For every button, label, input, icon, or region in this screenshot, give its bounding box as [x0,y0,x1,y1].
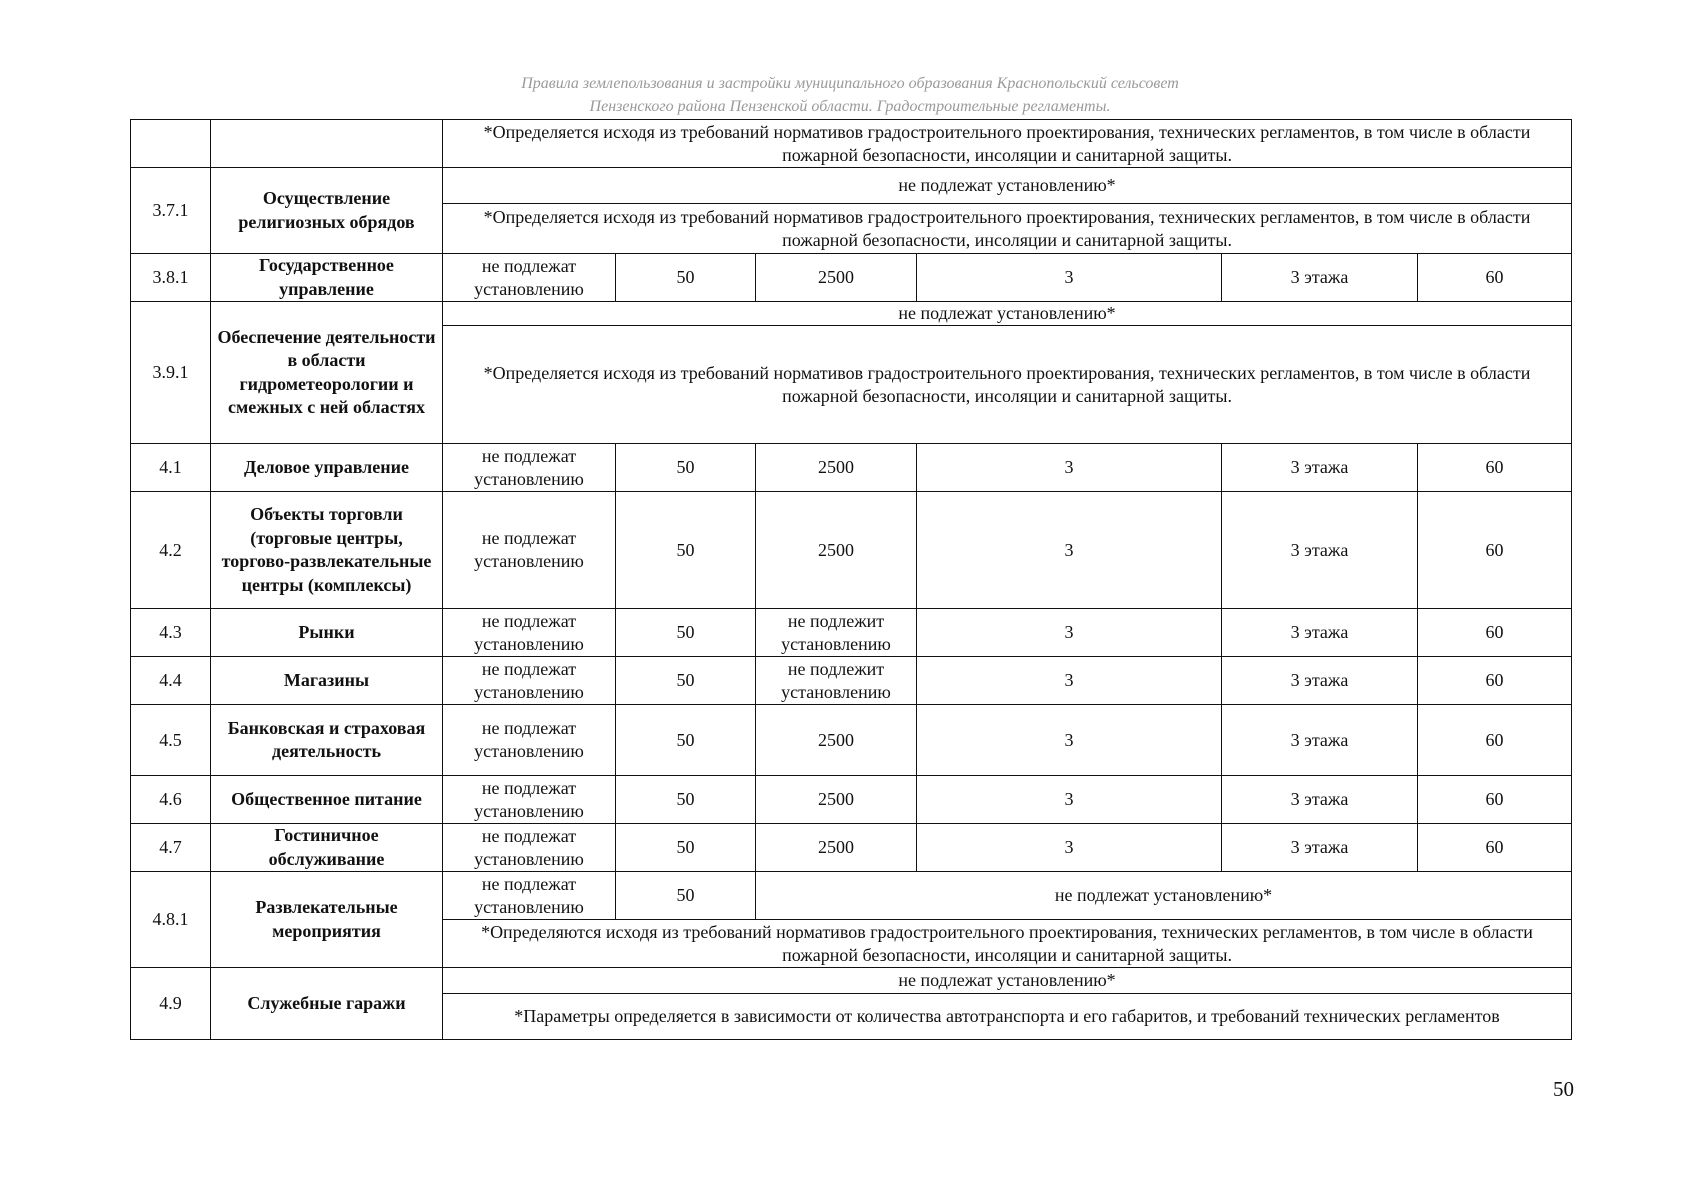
cell-name: Развлекательные мероприятия [211,872,443,968]
cell-value: 3 [917,254,1222,302]
cell-empty [211,120,443,168]
cell-value: не подлежат установлению [443,776,616,824]
cell-value: 3 [917,705,1222,776]
cell-value: 60 [1418,657,1572,705]
cell-name: Служебные гаражи [211,968,443,1040]
cell-name: Магазины [211,657,443,705]
cell-value: 3 [917,609,1222,657]
running-header [130,72,1570,118]
cell-value: 50 [616,872,756,920]
cell-value: 3 этажа [1222,705,1418,776]
cell-name: Обеспечение деятельности в области гидрометеорологии и смежных с ней областях [211,302,443,444]
note-cell: *Определяется исходя из требований нормативов градостроительного проектирования, технических регламентов, в том числе в области пожарной безопасности, инсоляции и санитарной защиты. [443,120,1572,168]
cell-value: не подлежат установлению [443,254,616,302]
cell-value: 3 этажа [1222,609,1418,657]
cell-value: не подлежит установлению [756,657,917,705]
table-row [131,168,1572,204]
cell-value: не подлежат установлению [443,609,616,657]
cell-code: 4.9 [131,968,211,1040]
table-row [131,120,1572,168]
cell-value: 3 этажа [1222,254,1418,302]
table-row [131,872,1572,920]
cell-empty [131,120,211,168]
table-row [131,968,1572,994]
cell-value: 3 [917,492,1222,609]
cell-code: 4.4 [131,657,211,705]
table-row [131,609,1572,657]
cell-value: 60 [1418,824,1572,872]
table-row [131,657,1572,705]
table-row [131,254,1572,302]
cell-value: 3 этажа [1222,492,1418,609]
note-cell: *Параметры определяется в зависимости от количества автотранспорта и его габаритов, и требований технических регламентов [443,994,1572,1040]
cell-code: 4.8.1 [131,872,211,968]
note-cell: *Определяется исходя из требований нормативов градостроительного проектирования, технических регламентов, в том числе в области пожарной безопасности, инсоляции и санитарной защиты. [443,326,1572,444]
cell-code: 3.9.1 [131,302,211,444]
table-row [131,824,1572,872]
cell-value: 60 [1418,776,1572,824]
cell-not-set: не подлежат установлению* [443,302,1572,326]
cell-value: не подлежат установлению [443,824,616,872]
table-row [131,776,1572,824]
note-cell: *Определяются исходя из требований нормативов градостроительного проектирования, технических регламентов, в том числе в области пожарной безопасности, инсоляции и санитарной защиты. [443,920,1572,968]
cell-value: 50 [616,609,756,657]
header-line-1: Правила землепользования и застройки муниципального образования Краснопольский сельсовет [521,75,1179,92]
cell-value: 50 [616,705,756,776]
cell-value: 3 этажа [1222,444,1418,492]
cell-name: Рынки [211,609,443,657]
cell-value: 2500 [756,705,917,776]
cell-value: 50 [616,824,756,872]
cell-value: 2500 [756,824,917,872]
cell-name: Гостиничное обслуживание [211,824,443,872]
page-number: 50 [1553,1077,1574,1101]
cell-code: 4.1 [131,444,211,492]
cell-value: 50 [616,492,756,609]
cell-value: не подлежат установлению [443,492,616,609]
cell-value: 3 [917,776,1222,824]
cell-value: 3 [917,444,1222,492]
cell-value: 50 [616,776,756,824]
table-row [131,444,1572,492]
table-row [131,492,1572,609]
cell-code: 4.6 [131,776,211,824]
table-row [131,302,1572,326]
cell-value: не подлежат установлению [443,872,616,920]
cell-value: 2500 [756,254,917,302]
cell-value: 60 [1418,444,1572,492]
cell-value: не подлежит установлению [756,609,917,657]
cell-name: Государственное управление [211,254,443,302]
cell-code: 4.2 [131,492,211,609]
cell-value: 3 этажа [1222,824,1418,872]
cell-code: 3.7.1 [131,168,211,254]
cell-value: 3 этажа [1222,776,1418,824]
cell-value: 3 [917,824,1222,872]
cell-value: не подлежат установлению [443,657,616,705]
cell-not-set: не подлежат установлению* [443,968,1572,994]
cell-value: 3 [917,657,1222,705]
cell-value: 3 этажа [1222,657,1418,705]
cell-value: 60 [1418,254,1572,302]
cell-value: 2500 [756,444,917,492]
cell-value: 50 [616,657,756,705]
cell-value: 60 [1418,609,1572,657]
cell-name: Банковская и страховая деятельность [211,705,443,776]
cell-code: 4.7 [131,824,211,872]
cell-code: 3.8.1 [131,254,211,302]
cell-name: Общественное питание [211,776,443,824]
cell-value: 50 [616,254,756,302]
cell-value: не подлежат установлению [443,444,616,492]
cell-value: не подлежат установлению [443,705,616,776]
note-cell: *Определяется исходя из требований нормативов градостроительного проектирования, технических регламентов, в том числе в области пожарной безопасности, инсоляции и санитарной защиты. [443,204,1572,254]
cell-name: Деловое управление [211,444,443,492]
cell-not-set: не подлежат установлению* [756,872,1572,920]
regulations-table [130,119,1572,1040]
cell-name: Осуществление религиозных обрядов [211,168,443,254]
cell-not-set: не подлежат установлению* [443,168,1572,204]
header-line-2: Пензенского района Пензенской области. Градостроительные регламенты. [589,98,1111,115]
cell-name: Объекты торговли (торговые центры, торгово-развлекательные центры (комплексы) [211,492,443,609]
cell-value: 60 [1418,705,1572,776]
cell-value: 50 [616,444,756,492]
cell-code: 4.3 [131,609,211,657]
cell-value: 2500 [756,492,917,609]
cell-value: 60 [1418,492,1572,609]
table-row [131,705,1572,776]
cell-code: 4.5 [131,705,211,776]
cell-value: 2500 [756,776,917,824]
